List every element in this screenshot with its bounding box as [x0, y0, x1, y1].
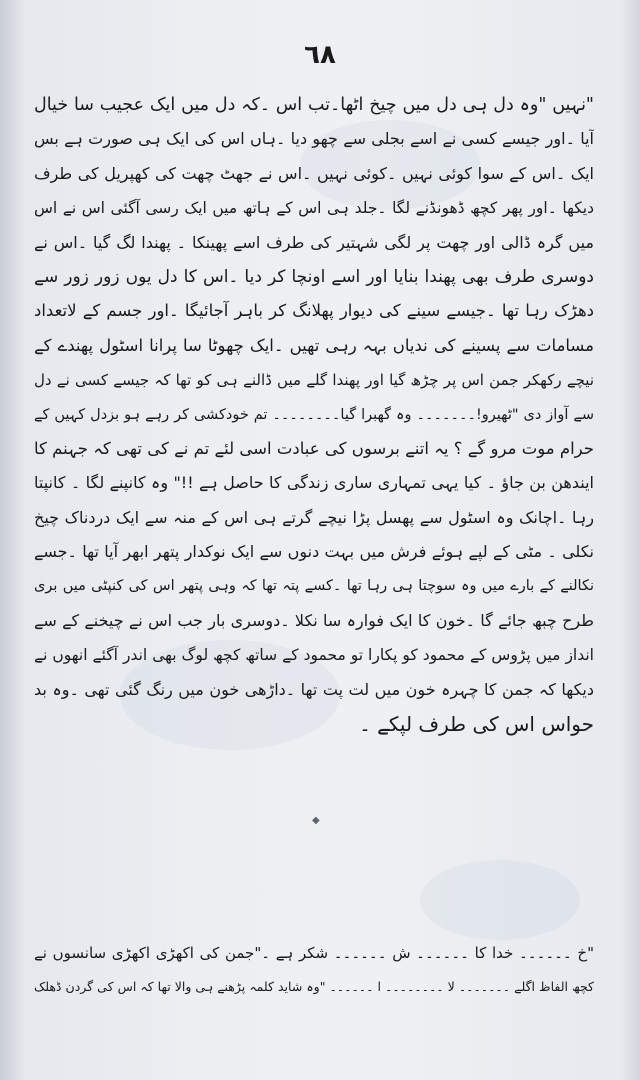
text-line: رہا ۔اچانک وہ اسٹول سے پھسل پڑا نیچے گرتے ہی اس کے منہ سے ایک دردناک چیخ [34, 507, 594, 527]
text-line: دیکھا ۔اور پھر کچھ ڈھونڈنے لگا ۔جلد ہی اس کے ہاتھ میں ایک رسی آگئی اس نے اس [34, 199, 594, 218]
text-line: دوسری طرف بھی پھندا بنایا اور اسے اونچا کر دیا ۔اس کا دل یوں زور زور سے [34, 266, 594, 287]
ink-speck: ◆ [312, 815, 320, 826]
text-line: نکلی ۔ مٹی کے لپے ہوئے فرش میں بہت دنوں سے ایک نوکدار پتھر ابھر آیا تھا ۔جسے [34, 542, 594, 562]
text-line: میں گرہ ڈالی اور چھت پر لگی شہتیر کی طرف اسے پھینکا ۔ پھندا لگ گیا ۔اس نے [34, 232, 594, 252]
paragraph-dialogue [34, 936, 594, 1005]
text-line: حواس اس کی طرف لپکے ۔ [359, 712, 594, 737]
text-line: نکالنے کے بارے میں وہ سوچتا ہی رہا تھا ۔کسے پتہ تھا کہ وہی پتھر اس کی کنپٹی میں بری [34, 578, 594, 595]
text-line: دھڑک رہا تھا ۔جیسے سینے کی دیوار پھلانگ کر باہر آجائیگا ۔اور جسم کے لاتعداد [34, 301, 594, 321]
page-edge-shadow-right [622, 0, 640, 1080]
text-line: انداز میں پڑوس کے محمود کو پکارا تو محمود کے ساتھ کچھ لوگ بھی اندر آگئے انھوں نے [34, 646, 594, 665]
text-line: "خ ۔۔۔۔۔۔ خدا کا ۔۔۔۔۔۔ ش ۔۔۔۔۔۔ شکر ہے ۔"جمن کی اکھڑی اکھڑی سانسوں نے [34, 944, 594, 962]
page-edge-shadow-left [0, 0, 24, 1080]
paragraph-main [34, 88, 594, 741]
text-line: دیکھا کہ جمن کا چہرہ خون میں لت پت تھا ۔داڑھی خون میں رنگ گئی تھی ۔وہ بد [34, 679, 594, 699]
text-line: مسامات سے پسینے کی ندیاں بہہ رہی تھیں ۔ایک چھوٹا سا پرانا اسٹول پھندے کے [34, 335, 594, 355]
text-line: ایندھن بن جاؤ ۔ کیا یہی تمہاری ساری زندگی کا حاصل ہے !!" وہ کانپنے لگا ۔ کانپتا [34, 473, 594, 493]
text-line: نیچے رکھکر جمن اس پر چڑھ گیا اور پھندا گلے میں ڈالنے ہی کو تھا کہ جیسے کسی نے دل [34, 371, 594, 390]
page-number: ٦٨ [304, 40, 336, 70]
ink-bleed-stain [420, 860, 580, 940]
text-line: کچھ الفاظ اگلے ۔۔۔۔۔۔۔ لا ۔۔۔۔۔۔۔۔ ا ۔۔۔۔۔۔ "وہ شاید کلمہ پڑھنے ہی والا تھا کہ اس کی گردن ڈھلک [34, 979, 594, 995]
text-line: حرام موت مرو گے ؟ یہ اتنے برسوں کی عبادت اسی لئے تم نے کی تھی کہ جہنم کا [34, 438, 594, 458]
text-line: سے آواز دی "ٹھیرو!۔۔۔۔۔۔۔ وہ گھبرا گیا۔۔۔۔۔۔۔۔ تم خودکشی کر رہے ہو بزدل کہیں کے [34, 406, 594, 423]
text-line: ایک ۔اس کے سوا کوئی نہیں ۔کوئی نہیں ۔اس نے جھٹ چھت کی کھپریل کی طرف [34, 163, 594, 183]
text-line: آیا ۔اور جیسے کسی نے اسے بجلی سے چھو دیا ۔ہاں اس کی ایک ہی صورت ہے بس [34, 129, 594, 149]
text-line: طرح چبھ جائے گا ۔خون کا ایک فوارہ سا نکلا ۔دوسری بار جب اس نے چیخنے کے سے [34, 610, 594, 630]
text-line: "نہیں "وہ دل ہی دل میں چیخ اٹھا۔تب اس ۔کہ دل میں ایک عجیب سا خیال [34, 95, 594, 115]
